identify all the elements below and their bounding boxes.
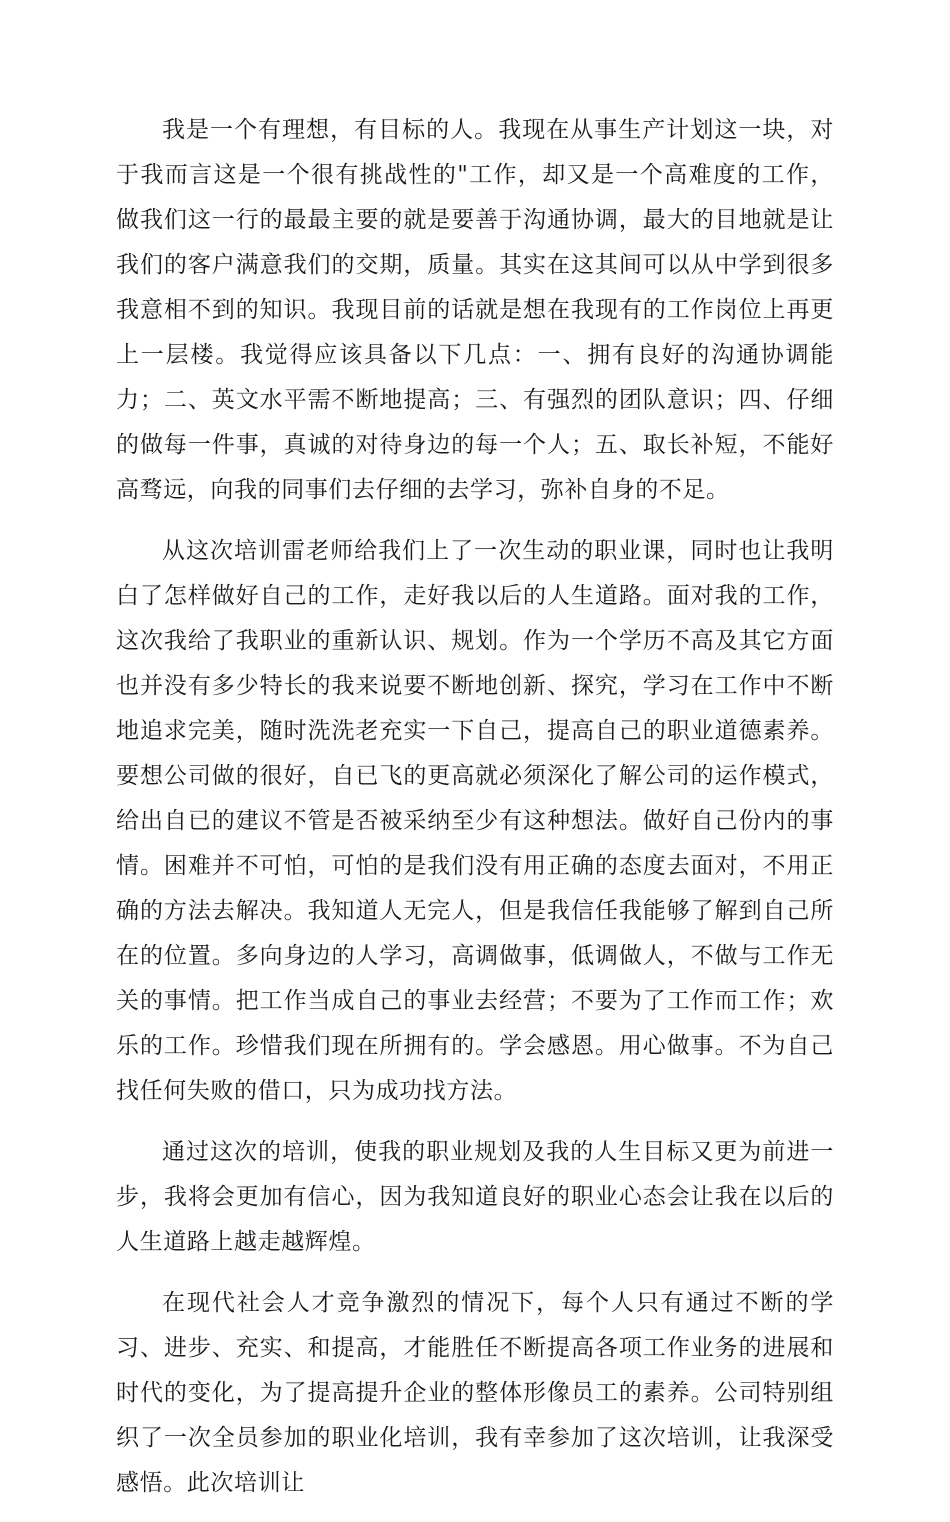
paragraph-training-reflection: 从这次培训雷老师给我们上了一次生动的职业课，同时也让我明白了怎样做好自己的工作，走好我以后的人生道路。面对我的工作，这次我给了我职业的重新认识、规划。作为一个学历不高及其它方面也并没有多少特长的我来说要不断地创新、探究，学习在工作中不断地追求完美，随时洗洗老充实一下自己，提高自己的职业道德素养。要想公司做的很好，自已飞的更高就必须深化了解公司的运作模式，给出自已的建议不管是否被采纳至少有这种想法。做好自己份内的事情。困难并不可怕，可怕的是我们没有用正确的态度去面对，不用正确的方法去解决。我知道人无完人，但是我信任我能够了解到自己所在的位置。多向身边的人学习，高调做事，低调做人，不做与工作无关的事情。把工作当成自己的事业去经营；不要为了工作而工作；欢乐的工作。珍惜我们现在所拥有的。学会感恩。用心做事。不为自己找任何失败的借口，只为成功找方法。 — [116, 538, 834, 1104]
document-body — [116, 108, 834, 1522]
paragraph-confidence: 通过这次的培训，使我的职业规划及我的人生目标又更为前进一步，我将会更加有信心，因为我知道良好的职业心态会让我在以后的人生道路上越走越辉煌。 — [116, 1139, 834, 1255]
paragraph-career-goals: 我是一个有理想，有目标的人。我现在从事生产计划这一块，对于我而言这是一个很有挑战性的"工作，却又是一个高难度的工作，做我们这一行的最最主要的就是要善于沟通协调，最大的目地就是让我们的客户满意我们的交期，质量。其实在这其间可以从中学到很多我意相不到的知识。我现目前的话就是想在我现有的工作岗位上再更上一层楼。我觉得应该具备以下几点：一、拥有良好的沟通协调能力；二、英文水平需不断地提高；三、有强烈的团队意识；四、仔细的做每一件事，真诚的对待身边的每一个人；五、取长补短，不能好高骛远，向我的同事们去仔细的去学习，弥补自身的不足。 — [116, 117, 834, 503]
paragraph-modern-society: 在现代社会人才竞争激烈的情况下，每个人只有通过不断的学习、进步、充实、和提高，才能胜任不断提高各项工作业务的进展和时代的变化，为了提高提升企业的整体形像员工的素养。公司特别组织了一次全员参加的职业化培训，我有幸参加了这次培训，让我深受感悟。此次培训让 — [116, 1290, 834, 1496]
